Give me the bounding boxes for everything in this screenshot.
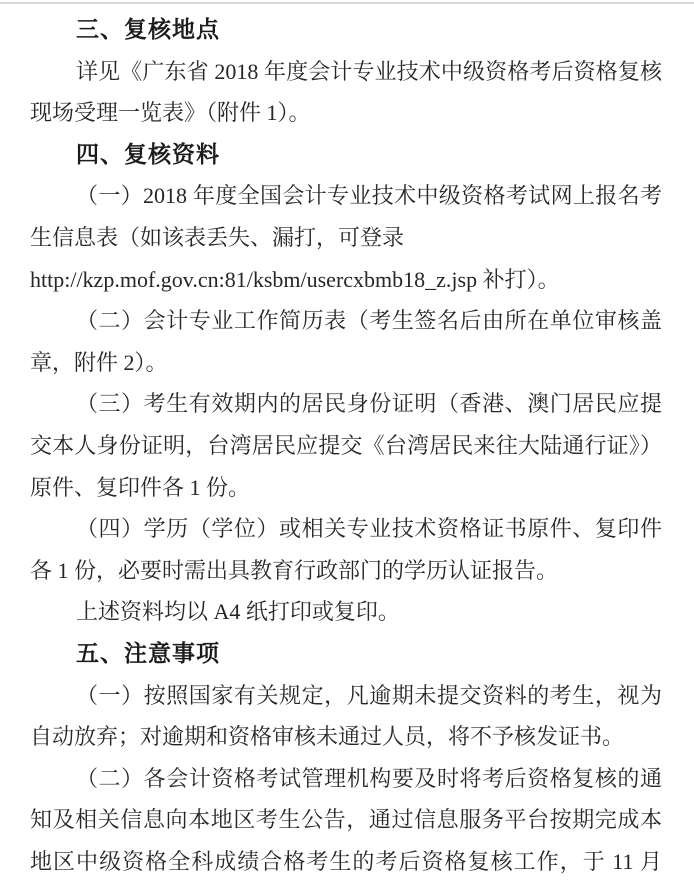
text-line: http://kzp.mof.gov.cn:81/ksbm/usercxbmb18_z.jsp 补打）。 (30, 266, 560, 292)
text-line: 章，附件 2）。 (30, 349, 168, 375)
scan-artifact-line (0, 2, 694, 4)
text-line: （三）考生有效期内的居民身份证明（香港、澳门居民应提 (76, 391, 662, 417)
text-line: （二）会计专业工作简历表（考生签名后由所在单位审核盖 (76, 308, 662, 334)
paragraph (30, 175, 662, 300)
text-line: 知及相关信息向本地区考生公告，通过信息服务平台按期完成本 (30, 807, 662, 833)
paragraph (30, 758, 662, 883)
section-heading (30, 633, 662, 675)
text-line: 三、复核地点 (76, 16, 220, 42)
text-line: 地区中级资格全科成绩合格考生的考后资格复核工作，于 11 月 (30, 848, 662, 874)
text-line: 自动放弃；对逾期和资格审核未通过人员，将不予核发证书。 (30, 724, 625, 750)
paragraph (30, 591, 662, 633)
paragraph (30, 51, 662, 134)
text-line: （一）2018 年度全国会计专业技术中级资格考试网上报名考 (76, 183, 662, 209)
section-heading (30, 134, 662, 176)
text-line: 现场受理一览表》（附件 1）。 (30, 100, 311, 126)
section-heading (30, 9, 662, 51)
text-line: 五、注意事项 (76, 639, 220, 666)
text-line: 原件、复印件各 1 份。 (30, 474, 251, 500)
paragraph (30, 383, 662, 508)
text-line: （四）学历（学位）或相关专业技术资格证书原件、复印件 (76, 516, 662, 542)
text-line: 上述资料均以 A4 纸打印或复印。 (76, 599, 400, 625)
text-line: 各 1 份，必要时需出具教育行政部门的学历认证报告。 (30, 557, 559, 583)
text-line: 生信息表（如该表丢失、漏打，可登录 (30, 224, 405, 250)
paragraph (30, 300, 662, 383)
text-line: （一）按照国家有关规定，凡逾期未提交资料的考生，视为 (76, 682, 662, 708)
text-line: 详见《广东省 2018 年度会计专业技术中级资格考后资格复核 (76, 58, 662, 84)
paragraph (30, 508, 662, 591)
text-line: 交本人身份证明，台湾居民应提交《台湾居民来往大陆通行证》） (30, 432, 662, 458)
document-body (0, 7, 694, 896)
text-line: （二）各会计资格考试管理机构要及时将考后资格复核的通 (76, 765, 662, 791)
paragraph (30, 675, 662, 758)
text-line: 四、复核资料 (76, 140, 220, 167)
